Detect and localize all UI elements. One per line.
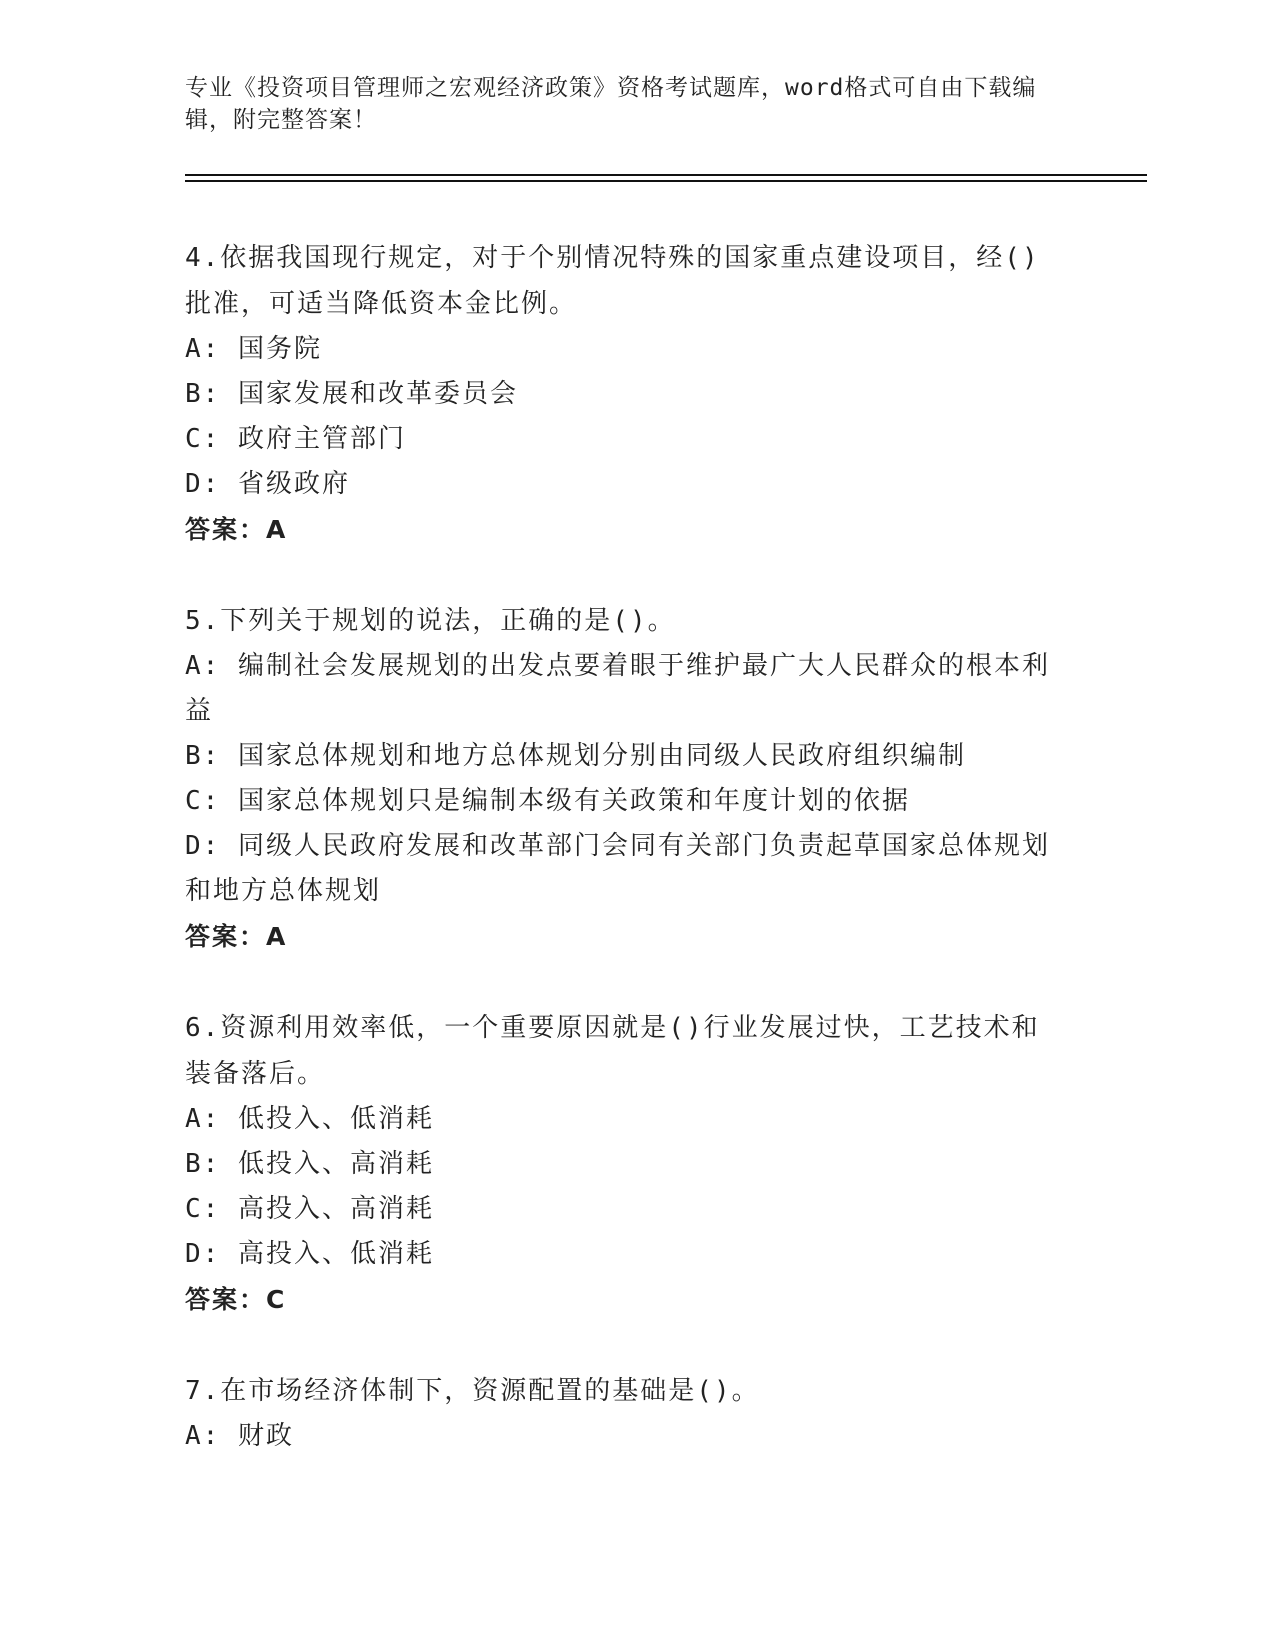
option-a: A: 低投入、低消耗 bbox=[185, 1104, 434, 1134]
option-b: B: 低投入、高消耗 bbox=[185, 1149, 434, 1179]
document-header: 专业《投资项目管理师之宏观经济政策》资格考试题库，word格式可自由下载编辑，附完整答案！ bbox=[185, 75, 1037, 133]
option-c: C: 高投入、高消耗 bbox=[185, 1194, 434, 1224]
option-d: D: 高投入、低消耗 bbox=[185, 1239, 434, 1269]
option-c: C: 国家总体规划只是编制本级有关政策和年度计划的依据 bbox=[185, 786, 910, 816]
question-list bbox=[185, 235, 1065, 1504]
answer-line: 答案：A bbox=[185, 515, 288, 544]
answer-line: 答案：A bbox=[185, 922, 288, 951]
option-d: D: 省级政府 bbox=[185, 469, 350, 499]
question-7 bbox=[185, 1368, 1065, 1459]
header-divider-top bbox=[185, 174, 1147, 176]
option-a: A: 财政 bbox=[185, 1421, 294, 1451]
question-stem: 5.下列关于规划的说法，正确的是()。 bbox=[185, 606, 676, 636]
option-b: B: 国家发展和改革委员会 bbox=[185, 379, 518, 409]
option-a: A: 编制社会发展规划的出发点要着眼于维护最广大人民群众的根本利益 bbox=[185, 651, 1050, 726]
question-stem: 4.依据我国现行规定，对于个别情况特殊的国家重点建设项目，经()批准，可适当降低资本金比例。 bbox=[185, 243, 1040, 319]
question-stem: 6.资源利用效率低，一个重要原因就是()行业发展过快，工艺技术和装备落后。 bbox=[185, 1013, 1040, 1089]
option-c: C: 政府主管部门 bbox=[185, 424, 406, 454]
option-b: B: 国家总体规划和地方总体规划分别由同级人民政府组织编制 bbox=[185, 741, 966, 771]
question-stem: 7.在市场经济体制下，资源配置的基础是()。 bbox=[185, 1376, 760, 1406]
question-6 bbox=[185, 1005, 1065, 1323]
question-4 bbox=[185, 235, 1065, 553]
question-5 bbox=[185, 598, 1065, 960]
option-d: D: 同级人民政府发展和改革部门会同有关部门负责起草国家总体规划和地方总体规划 bbox=[185, 831, 1050, 906]
header-divider-bottom bbox=[185, 180, 1147, 182]
option-a: A: 国务院 bbox=[185, 334, 322, 364]
answer-line: 答案：C bbox=[185, 1285, 287, 1314]
